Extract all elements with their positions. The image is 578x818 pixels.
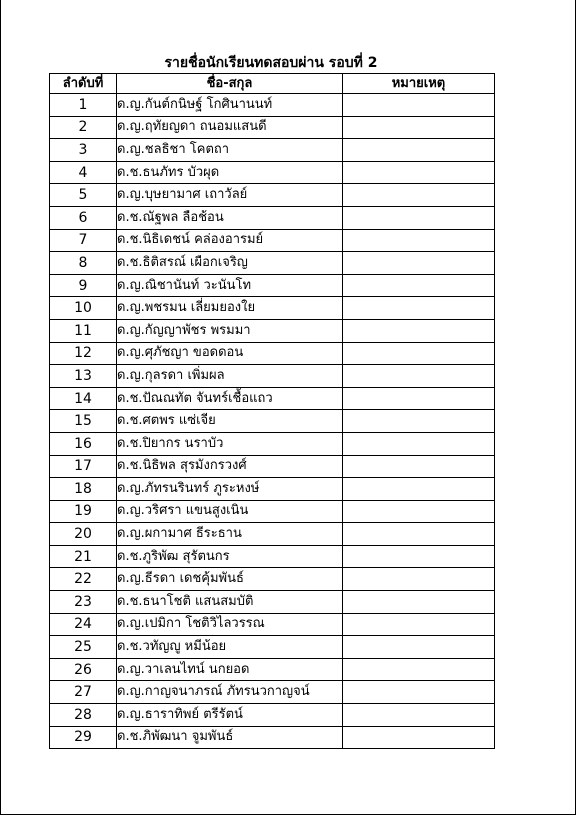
table-row [50, 116, 495, 139]
row-number: 19 [50, 500, 117, 523]
student-name: ด.ช.ภิพัฒนา จูมพันธ์ [117, 726, 343, 749]
table-row [50, 139, 495, 162]
row-number: 29 [50, 726, 117, 749]
row-note [343, 252, 495, 275]
row-note [343, 410, 495, 433]
student-name: ด.ช.นิธิเดชน์ คล่องอารมย์ [117, 229, 343, 252]
student-name: ด.ญ.ภัทรนรินทร์ ภูระหงษ์ [117, 478, 343, 501]
student-name: ด.ช.นิธิพล สุรมังกรวงศ์ [117, 455, 343, 478]
row-note [343, 297, 495, 320]
row-note [343, 387, 495, 410]
row-number: 27 [50, 681, 117, 704]
row-note [343, 726, 495, 749]
table-row [50, 342, 495, 365]
row-note [343, 704, 495, 727]
row-note [343, 591, 495, 614]
header-note: หมายเหตุ [343, 74, 495, 94]
row-note [343, 319, 495, 342]
table-row [50, 432, 495, 455]
row-number: 1 [50, 94, 117, 117]
row-number: 28 [50, 704, 117, 727]
row-number: 25 [50, 636, 117, 659]
student-name: ด.ญ.พชรมน เลี่ยมยองใย [117, 297, 343, 320]
student-name: ด.ช.ธนภัทร บัวผุด [117, 161, 343, 184]
row-note [343, 184, 495, 207]
table-row [50, 161, 495, 184]
student-name: ด.ญ.ฤทัยญดา ถนอมแสนดี [117, 116, 343, 139]
table-row [50, 500, 495, 523]
row-number: 26 [50, 658, 117, 681]
table-row [50, 206, 495, 229]
student-name: ด.ญ.เปมิกา โชติวิไลวรรณ [117, 613, 343, 636]
row-number: 15 [50, 410, 117, 433]
student-name: ด.ญ.ผกามาศ ธีระธาน [117, 523, 343, 546]
row-note [343, 342, 495, 365]
row-note [343, 613, 495, 636]
student-name: ด.ญ.กัญญาพัชร พรมมา [117, 319, 343, 342]
row-number: 13 [50, 365, 117, 388]
student-name: ด.ญ.บุษยามาศ เถาวัลย์ [117, 184, 343, 207]
student-name: ด.ช.ศตพร แซ่เจีย [117, 410, 343, 433]
row-number: 2 [50, 116, 117, 139]
row-number: 7 [50, 229, 117, 252]
table-row [50, 410, 495, 433]
table-header-row [50, 74, 495, 94]
table-row [50, 704, 495, 727]
student-name: ด.ช.ธิติสรณ์ เผือกเจริญ [117, 252, 343, 275]
table-row [50, 613, 495, 636]
row-note [343, 274, 495, 297]
row-note [343, 658, 495, 681]
row-number: 20 [50, 523, 117, 546]
table-row [50, 365, 495, 388]
row-note [343, 478, 495, 501]
table-row [50, 319, 495, 342]
header-no: ลำดับที่ [50, 74, 117, 94]
table-row [50, 658, 495, 681]
row-note [343, 568, 495, 591]
row-note [343, 206, 495, 229]
row-number: 17 [50, 455, 117, 478]
table-body [50, 94, 495, 749]
row-number: 10 [50, 297, 117, 320]
student-name: ด.ญ.กุลรดา เพิ่มผล [117, 365, 343, 388]
row-note [343, 161, 495, 184]
table-row [50, 568, 495, 591]
student-name: ด.ญ.กันต์กนิษฐ์ โกศินานนท์ [117, 94, 343, 117]
row-note [343, 432, 495, 455]
student-name: ด.ญ.วาเลนไทน์ นกยอด [117, 658, 343, 681]
table-row [50, 229, 495, 252]
row-number: 16 [50, 432, 117, 455]
row-number: 18 [50, 478, 117, 501]
row-number: 8 [50, 252, 117, 275]
student-name: ด.ญ.ณิชานันท์ วะนันโท [117, 274, 343, 297]
table-row [50, 184, 495, 207]
row-note [343, 365, 495, 388]
student-name: ด.ช.ปัณณทัต จันทร์เชื้อแถว [117, 387, 343, 410]
header-name: ชื่อ-สกุล [117, 74, 343, 94]
row-note [343, 500, 495, 523]
student-name: ด.ช.วทัญญู หมีน้อย [117, 636, 343, 659]
row-note [343, 545, 495, 568]
row-number: 9 [50, 274, 117, 297]
student-roster-table [49, 73, 495, 749]
row-note [343, 229, 495, 252]
row-number: 22 [50, 568, 117, 591]
table-row [50, 545, 495, 568]
table-row [50, 252, 495, 275]
student-name: ด.ช.ปิยากร นราบัว [117, 432, 343, 455]
table-row [50, 387, 495, 410]
row-number: 11 [50, 319, 117, 342]
row-note [343, 139, 495, 162]
row-note [343, 681, 495, 704]
student-name: ด.ญ.ชลธิชา โคตถา [117, 139, 343, 162]
student-name: ด.ญ.ธาราทิพย์ ตรีรัตน์ [117, 704, 343, 727]
student-name: ด.ญ.วริศรา แขนสูงเนิน [117, 500, 343, 523]
table-row [50, 591, 495, 614]
student-name: ด.ญ.กาญจนาภรณ์ ภัทรนวกาญจน์ [117, 681, 343, 704]
table-row [50, 478, 495, 501]
student-name: ด.ช.ภูริพัฒ สุรัตนกร [117, 545, 343, 568]
row-note [343, 116, 495, 139]
row-note [343, 455, 495, 478]
row-number: 3 [50, 139, 117, 162]
table-row [50, 94, 495, 117]
student-name: ด.ช.ณัฐพล ลือช้อน [117, 206, 343, 229]
row-number: 5 [50, 184, 117, 207]
row-note [343, 636, 495, 659]
student-name: ด.ช.ธนาโชติ แสนสมบัติ [117, 591, 343, 614]
table-row [50, 455, 495, 478]
row-number: 14 [50, 387, 117, 410]
table-row [50, 297, 495, 320]
row-number: 23 [50, 591, 117, 614]
row-number: 12 [50, 342, 117, 365]
table-row [50, 681, 495, 704]
table-row [50, 726, 495, 749]
document-title: รายชื่อนักเรียนทดสอบผ่าน รอบที่ 2 [164, 55, 378, 71]
table-row [50, 523, 495, 546]
row-number: 4 [50, 161, 117, 184]
row-number: 21 [50, 545, 117, 568]
row-number: 6 [50, 206, 117, 229]
student-name: ด.ญ.ศุภัชญา ขอดดอน [117, 342, 343, 365]
student-name: ด.ญ.ธีรดา เดชคุ้มพันธ์ [117, 568, 343, 591]
row-note [343, 523, 495, 546]
table-row [50, 636, 495, 659]
row-note [343, 94, 495, 117]
row-number: 24 [50, 613, 117, 636]
table-row [50, 274, 495, 297]
